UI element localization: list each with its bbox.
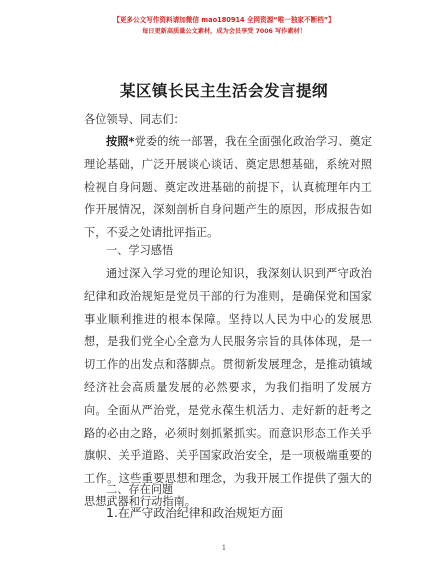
subsection-heading-discipline [84,502,372,525]
salutation: 各位领导、同志们： [84,113,185,126]
subsection-number: 1. [106,505,118,520]
document-title: 某区镇长民主生活会发言提纲 [119,82,328,100]
promo-banner-line-2: 每日更新高质量公文素材，成为会员享受 7006 写作素材！ [142,28,306,35]
subsection-text: 在严守政治纪律和政治规矩方面 [117,506,284,520]
page-number: 1 [221,544,227,552]
intro-lead: 按照* [106,134,135,148]
section-heading-problems: 二、存在问题 [106,483,174,496]
intro-text: 党委的统一部署，我在全面强化政治学习、奠定理论基础，广泛开展谈心谈话、奠定思想基础，系统对照检视自身问题、奠定改进基础的前提下，认真梳理年内工作开展情况，深刻剖析自身问题产生的原因，形成报告如下，不妥之处请批评指正。 [84,135,372,240]
study-paragraph: 通过深入学习党的理论知识，我深刻认识到严守政治纪律和政治规矩是党员干部的行为准则，是确保党和国家事业顺利推进的根本保障。坚持以人民为中心的发展思想，是我们党全心全意为人民服务宗旨的具体体现，是一切工作的出发点和落脚点。贯彻新发展理念，是推动镇域经济社会高质量发展的必然要求，为我们指明了发展方向。全面从严治党，是党永葆生机活力、走好新的赶考之路的必由之路，必须时刻抓紧抓实。而意识形态工作关乎旗帜、关乎道路、关乎国家政治安全，是一项极端重要的工作。这些重要思想和理念，为我开展工作提供了强大的思想武器和行动指南。 [84,267,372,508]
section-heading-study: 一、学习感悟 [106,244,174,257]
promo-banner-line-1: 【更多公文写作资料请加微信 mao180914 全网资源“唯一独家不断档”】 [113,16,335,24]
intro-paragraph [84,130,372,245]
